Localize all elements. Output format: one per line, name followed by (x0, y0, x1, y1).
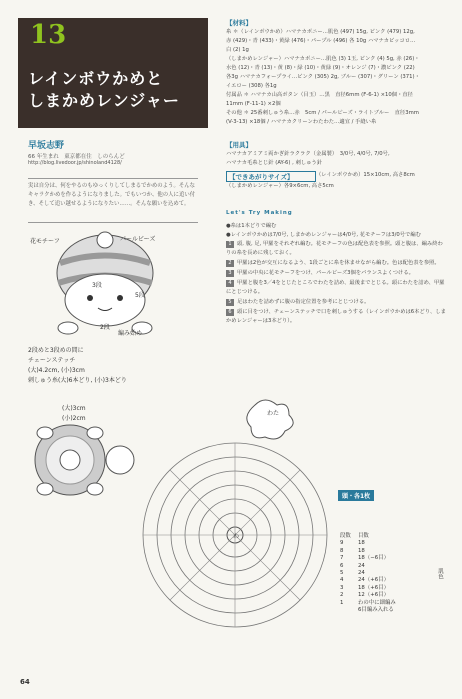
chart-tag: 頭・各1枚 (338, 490, 374, 501)
step-number: 5 (226, 299, 234, 306)
table-cell: 7 (340, 555, 344, 562)
tools-list (226, 150, 448, 159)
materials-line: 各3g ハマナカフォープライ…ピンク (305) 2g, ブルー (307)・グリーン (371)・ (226, 74, 420, 80)
table-cell: 18 (358, 547, 365, 554)
row5-label: 5段 (135, 292, 145, 299)
size-line: （しまかめレンジャー）各9×6cm, 高さ5cm (226, 183, 334, 189)
materials-line: イエロー (308) 各1g (226, 83, 277, 89)
stitch-note (28, 346, 127, 386)
table-row (340, 563, 408, 570)
materials-line: 11mm (F-11-1) ×2個 (226, 101, 281, 107)
table-row (340, 577, 408, 584)
table-header (340, 533, 408, 540)
table-cell: 18（+6目） (358, 584, 389, 591)
step-text: 甲羅と腹を3／4をとじたところでわたを詰め、最後までとじる。頭にわたを詰め、甲羅にとじつける。 (226, 280, 445, 295)
ring-center-label: わ (233, 533, 240, 540)
materials-line: 糸 ＊（レインボウかめ）ハマナカボニー…肌色 (497) 15g, ピンク (479) 12g, (226, 29, 415, 35)
step-number: 3 (226, 270, 234, 277)
materials-line: 付属品 ＊ ハマナカ山高ボタン（目玉）…黒 直径6mm (F-6-1) ×10個・直径 (226, 92, 413, 98)
tools-label: 【用具】 (226, 141, 252, 149)
row3-label: 3段 (92, 282, 102, 289)
row2-label: 2段 (100, 324, 110, 331)
tools-line: ハマナカアミアミ両かぎ針ラクラク（金属製） 3/0号, 4/0号, 7/0号, (226, 151, 390, 157)
note-line: 刺しゅう糸(大)6本どり, (小)3本どり (28, 377, 127, 384)
table-cell: 6 (340, 562, 344, 569)
step-item (226, 279, 448, 297)
table-cell: 18（−6目） (358, 555, 389, 562)
table-cell: 8 (340, 547, 344, 554)
step-number: 6 (226, 309, 234, 316)
intro-text: 実は自分は、何をやるのもゆっくりしてしまるでかめのよう。そんなキャラクかめを作るようになりました。でもいつか、他の人に追い付き、そして追い越せるようになりたい……。そんな願いを込めて。 (28, 178, 198, 223)
table-row (340, 555, 408, 562)
flower-motif-shape (97, 232, 113, 248)
head-shape (65, 274, 145, 326)
table-cell: 24 (358, 570, 365, 577)
materials-line: 白 (2) 1g (226, 47, 249, 53)
step-text: 頭に目をつけ、チェーンステッチで口を刺しゅうする（レインボウかめは6本どり、しまかめレンジャーは3本どり）。 (226, 309, 446, 324)
header-cell: 目数 (358, 533, 369, 539)
header-cell: 段数 (340, 533, 351, 539)
materials-line: (V-3-13) ×18個 / ハマナカクリーンわたわた…適宜 / 手縫い糸 (226, 119, 377, 125)
author-info: 66 年生まれ 東京都在住 しのらんど (28, 154, 125, 160)
table-cell: 3 (340, 584, 344, 591)
finish-label: 編み始め (118, 330, 143, 337)
author-url[interactable]: http://blog.livedoor.jp/shinoland4128/ (28, 160, 122, 166)
eye (117, 295, 123, 301)
pearl-label: パールビーズ (120, 236, 156, 243)
pattern-number: 13 (30, 20, 67, 50)
page-title-line2: しまかめレンジャー (28, 91, 180, 110)
flower-label: 花モチーフ (30, 238, 60, 245)
table-cell: 6目編み入れる (358, 607, 394, 614)
table-row (340, 600, 408, 607)
head-top (106, 446, 134, 474)
flower-top (60, 450, 80, 470)
color-label: 肌色 (437, 568, 443, 579)
step-item (226, 308, 448, 326)
step-item (226, 259, 448, 268)
tools-line: ハマナカ毛糸とじ針 (AY-6) , 刺しゅう針 (226, 160, 323, 166)
note-line: (小)2cm (62, 415, 86, 422)
step-text: 足はわたを詰めずに腹の指定位置を参考にとじつける。 (237, 299, 370, 305)
lets-try-heading: Let's Try Making (226, 210, 293, 216)
cotton-cloud (247, 400, 293, 439)
materials-line: その他 ＊ 25番刺しゅう糸…赤 5cm / パールビーズ・ライトブルー 直径3mm (226, 110, 419, 116)
materials-label: 【材料】 (226, 19, 252, 27)
cotton-label: わた (267, 410, 280, 417)
step-item (226, 240, 448, 258)
materials-list (226, 28, 448, 127)
steps-list (226, 222, 448, 327)
eye (87, 295, 93, 301)
materials-line: 水色 (12)・青 (13)・黄 (8)・緑 (10)・黄緑 (9)・オレンジ (7)・濃ピンク (22) (226, 65, 415, 71)
size-line: （レインボウかめ）15×10cm, 高さ8cm (316, 172, 415, 178)
table-cell: 18 (358, 540, 365, 547)
table-cell: 2 (340, 592, 344, 599)
step-item (226, 298, 448, 307)
step-number: 2 (226, 260, 234, 267)
steps-note: ●糸は1本どりで編む (226, 223, 277, 229)
table-cell: 1 (340, 599, 344, 606)
steps-note: ●レインボウかめは7/0号, しまかめレンジャーは4/0号, 花モチーフは3/0号で編む (226, 232, 421, 238)
step-number: 1 (226, 241, 234, 248)
page-number: 64 (20, 678, 30, 686)
step-item (226, 269, 448, 278)
note-line: (大)3cm (62, 405, 86, 412)
step-text: 甲羅の中央に花モチーフをつけ、パールビーズ3個をバランスよくつける。 (237, 270, 414, 276)
table-cell: 4 (340, 577, 344, 584)
note-line: (大)4.2cm, (小)3cm (28, 367, 85, 374)
page-title-line1: レインボウかめと (28, 69, 164, 88)
note-line: チェーンステッチ (28, 357, 76, 364)
table-cell: 12（+6目） (358, 592, 389, 599)
materials-line: 赤 (429)・青 (433)・黄緑 (476)・パープル (496) 各 10g ハマナカピッコロ… (226, 38, 416, 44)
note-line: 2段めと3段めの間に (28, 347, 84, 354)
size-note (62, 404, 86, 424)
table-row (340, 607, 408, 614)
materials-line: （しまかめレンジャー）ハマナカボニー…肌色 (3) 1玉, ピンク (4) 5g, 赤 (26)・ (226, 56, 420, 62)
step-text: 頭, 腹, 足, 甲羅をそれぞれ編む。花モチーフの色は配色表を参照。頭と腹は、編み終わりの糸を長めに残しておく。 (226, 241, 443, 256)
table-cell: 24（+6目） (358, 577, 389, 584)
step-number: 4 (226, 280, 234, 287)
table-cell: 9 (340, 540, 344, 547)
step-text: 甲羅は2色が交互になるよう、1段ごとに糸を休ませながら編む。色は配色表を参照。 (237, 260, 440, 266)
crochet-chart (140, 395, 340, 665)
size-label: 【できあがりサイズ】 (226, 171, 316, 182)
table-cell: 5 (340, 570, 344, 577)
table-row (340, 540, 408, 547)
table-row (340, 592, 408, 599)
table-cell: わの中に細編み (358, 599, 396, 606)
table-cell: 24 (358, 562, 365, 569)
stitch-count-table (340, 533, 408, 614)
author-name: 早坂志野 (28, 141, 65, 151)
